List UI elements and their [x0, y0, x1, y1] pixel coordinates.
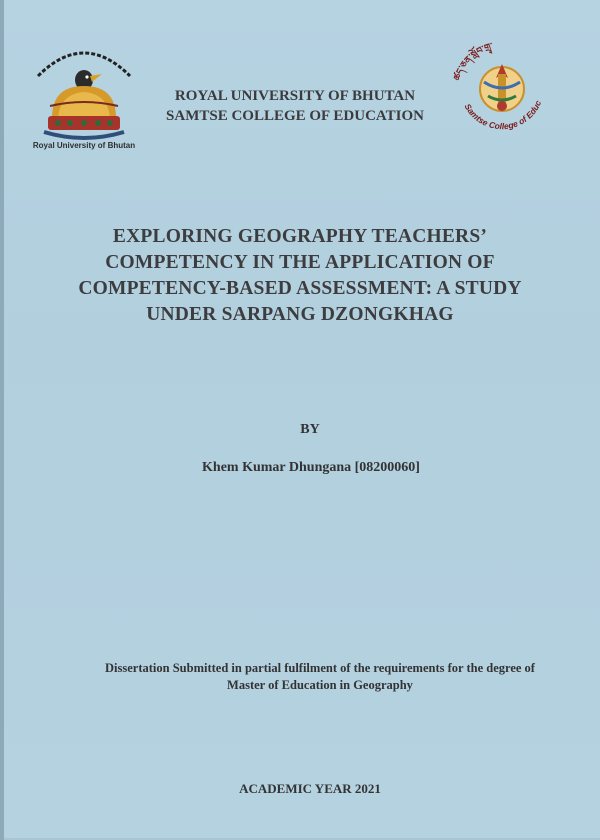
title-line-1: EXPLORING GEOGRAPHY TEACHERS’ — [112, 226, 488, 247]
dissertation-statement — [40, 660, 600, 694]
university-logo-caption: Royal University of Bhutan — [32, 141, 136, 150]
title-line-3: COMPETENCY-BASED ASSESSMENT: A STUDY — [78, 278, 522, 299]
academic-year: ACADEMIC YEAR 2021 — [239, 781, 381, 796]
institution-heading — [150, 86, 440, 126]
author-name: Khem Kumar Dhungana [08200060] — [202, 460, 420, 475]
by-label: BY — [300, 422, 320, 437]
college-logo-caption: Samtse College of Educ — [462, 98, 544, 132]
binding-edge — [0, 0, 4, 840]
title-line-2: COMPETENCY IN THE APPLICATION OF — [105, 252, 495, 273]
dissertation-line-2: Master of Education in Geography — [227, 678, 413, 692]
university-name: ROYAL UNIVERSITY OF BHUTAN — [174, 88, 416, 104]
samtse-college-logo — [444, 34, 560, 146]
royal-university-logo — [30, 36, 138, 154]
svg-text:ཚད་ཅན་སློབ་གྲྭ་: ཚད་ཅན་སློབ་གྲྭ་ — [452, 42, 494, 83]
dissertation-line-1: Dissertation Submitted in partial fulfilment of the requirements for the degree of — [105, 661, 535, 675]
college-name: SAMTSE COLLEGE OF EDUCATION — [166, 108, 424, 124]
title-line-4: UNDER SARPANG DZONGKHAG — [146, 304, 454, 325]
dissertation-title — [30, 224, 570, 328]
